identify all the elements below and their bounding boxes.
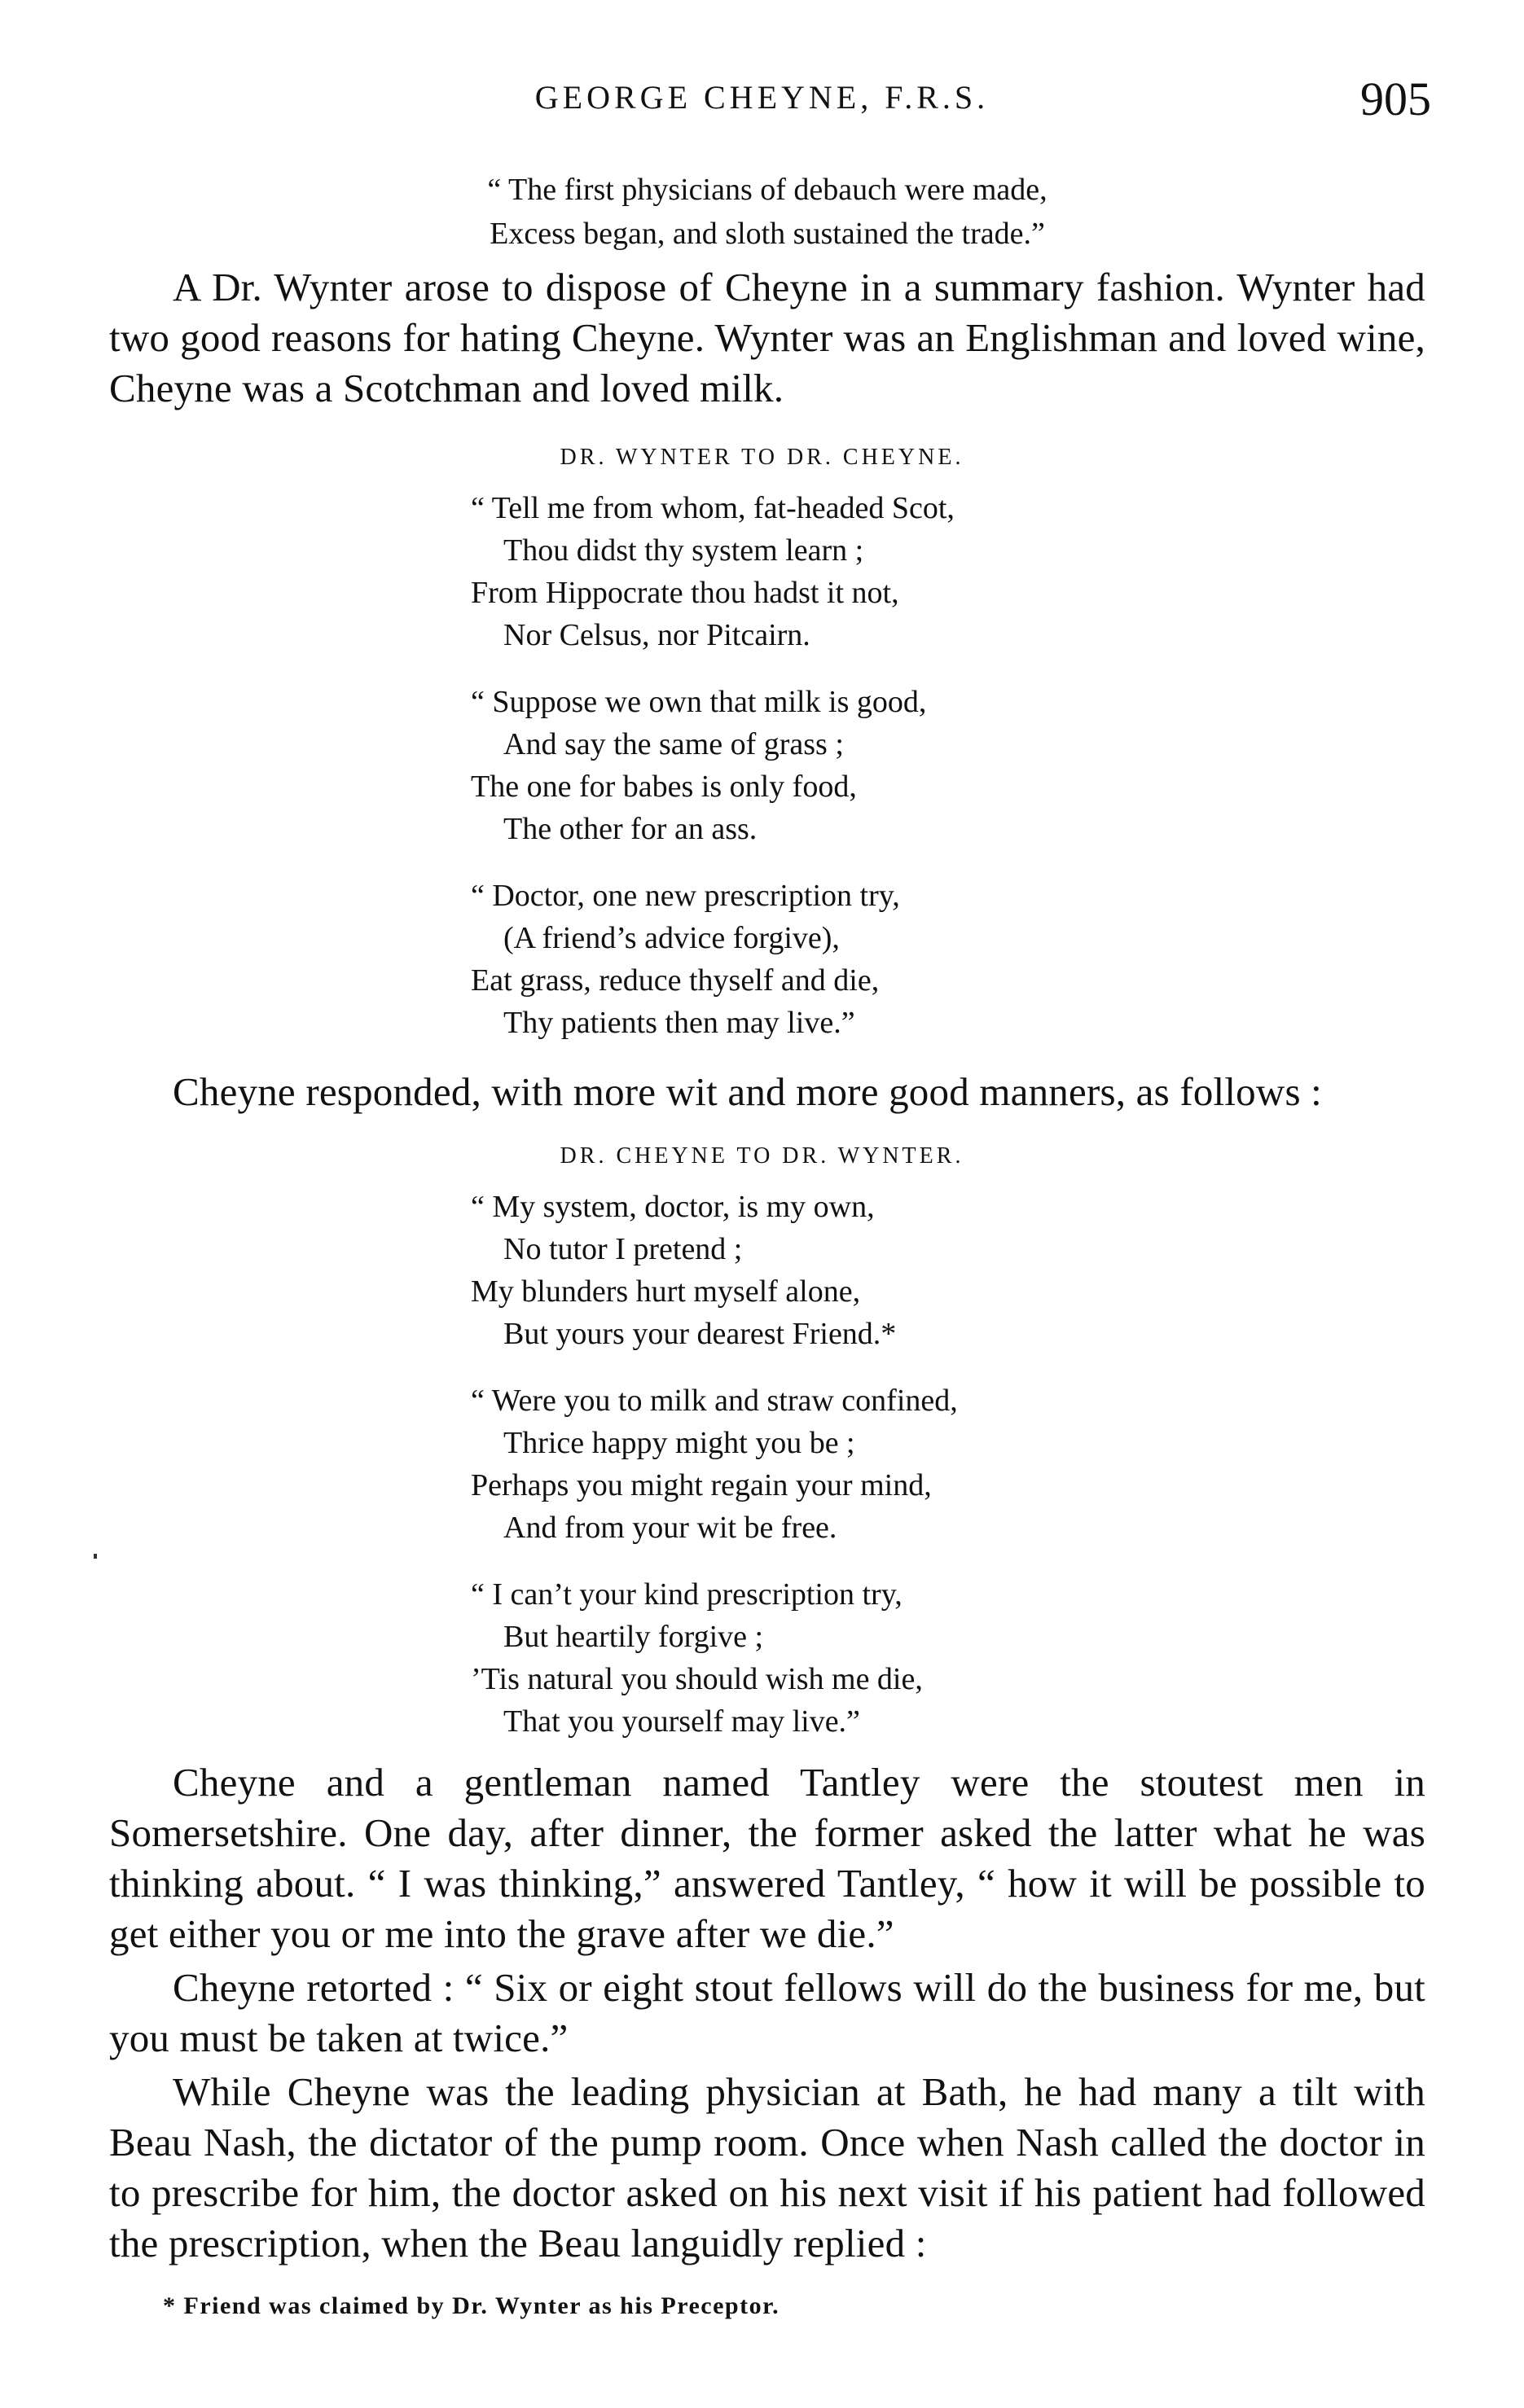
- poem-line: Nor Celsus, nor Pitcairn.: [503, 618, 810, 652]
- stanza: [471, 1379, 1171, 1549]
- poem-line: ’Tis natural you should wish me die,: [471, 1662, 923, 1696]
- page-number: 905: [1360, 72, 1431, 125]
- epigraph: [109, 168, 1425, 256]
- poem-line: And say the same of grass ;: [503, 727, 844, 761]
- stanza: [471, 681, 1171, 850]
- poem-line: “ Tell me from whom, fat-headed Scot,: [471, 491, 955, 525]
- poem-line: “ Doctor, one new prescription try,: [471, 879, 900, 913]
- stanza: [471, 1186, 1171, 1355]
- stanza: [471, 875, 1171, 1044]
- paragraph-text: A Dr. Wynter arose to dispose of Cheyne in a summary fashion. Wynter had two good reasons for hating Cheyne. Wynter was an Englishman and loved wine, Cheyne was a Scotchman and loved milk.: [109, 265, 1425, 410]
- running-title: GEORGE CHEYNE, F.R.S.: [534, 79, 990, 116]
- poem-line: My blunders hurt myself alone,: [471, 1274, 861, 1309]
- paragraph-cheyne-response: [173, 1067, 1425, 1117]
- poem-line: The one for babes is only food,: [471, 770, 857, 804]
- poem-line: The other for an ass.: [503, 812, 758, 846]
- stray-mark: [94, 1554, 97, 1559]
- poem-line: And from your wit be free.: [503, 1511, 837, 1545]
- poem-line: (A friend’s advice forgive),: [503, 921, 840, 955]
- poem-line: “ My system, doctor, is my own,: [471, 1190, 875, 1224]
- paragraph-tantley: [109, 1757, 1425, 1959]
- epigraph-line: Excess began, and sloth sustained the trade.”: [490, 217, 1045, 251]
- paragraph-beau-nash: [109, 2067, 1425, 2269]
- paragraph-cheyne-retort: [109, 1963, 1425, 2064]
- stanza: [471, 1573, 1171, 1743]
- poem-heading-cheyne: DR. CHEYNE TO DR. WYNTER.: [560, 1143, 964, 1169]
- poem-line: Thou didst thy system learn ;: [503, 533, 864, 568]
- poem-wynter-to-cheyne: [471, 487, 1171, 1068]
- paragraph-text: Cheyne responded, with more wit and more good manners, as follows :: [173, 1069, 1322, 1114]
- stanza: [471, 487, 1171, 656]
- poem-line: “ Were you to milk and straw confined,: [471, 1384, 958, 1418]
- poem-line: Perhaps you might regain your mind,: [471, 1468, 932, 1502]
- poem-line: From Hippocrate thou hadst it not,: [471, 576, 899, 610]
- poem-heading-wynter: DR. WYNTER TO DR. CHEYNE.: [560, 445, 964, 470]
- poem-line: But heartily forgive ;: [503, 1620, 764, 1654]
- poem-line: “ I can’t your kind prescription try,: [471, 1577, 903, 1612]
- poem-cheyne-to-wynter: [471, 1186, 1171, 1767]
- paragraph-text: Cheyne retorted : “ Six or eight stout fellows will do the business for me, but you must be taken at twice.”: [109, 1965, 1425, 2060]
- poem-line: No tutor I pretend ;: [503, 1232, 743, 1266]
- footnote: * Friend was claimed by Dr. Wynter as his Preceptor.: [163, 2292, 780, 2319]
- poem-line: “ Suppose we own that milk is good,: [471, 685, 927, 719]
- poem-line: Thrice happy might you be ;: [503, 1426, 855, 1460]
- running-head: [0, 72, 1524, 127]
- poem-line: But yours your dearest Friend.*: [503, 1317, 897, 1351]
- poem-line: Thy patients then may live.”: [503, 1006, 855, 1040]
- epigraph-line: “ The first physicians of debauch were made,: [487, 173, 1047, 207]
- paragraph-text: While Cheyne was the leading physician at Bath, he had many a tilt with Beau Nash, the dictator of the pump room. Once when Nash called the doctor in to prescribe for him, the doctor asked on his next visit if his patient had followed the prescription, when the Beau languidly replied :: [109, 2069, 1425, 2265]
- poem-line: Eat grass, reduce thyself and die,: [471, 963, 880, 998]
- paragraph-text: Cheyne and a gentleman named Tantley were the stoutest men in Somersetshire. One day, after dinner, the former asked the latter what he was thinking about. “ I was thinking,” answered Tantley, “ how it will be possible to get either you or me into the grave after we die.”: [109, 1760, 1425, 1956]
- paragraph-wynter-intro: [109, 262, 1425, 414]
- poem-line: That you yourself may live.”: [503, 1704, 860, 1739]
